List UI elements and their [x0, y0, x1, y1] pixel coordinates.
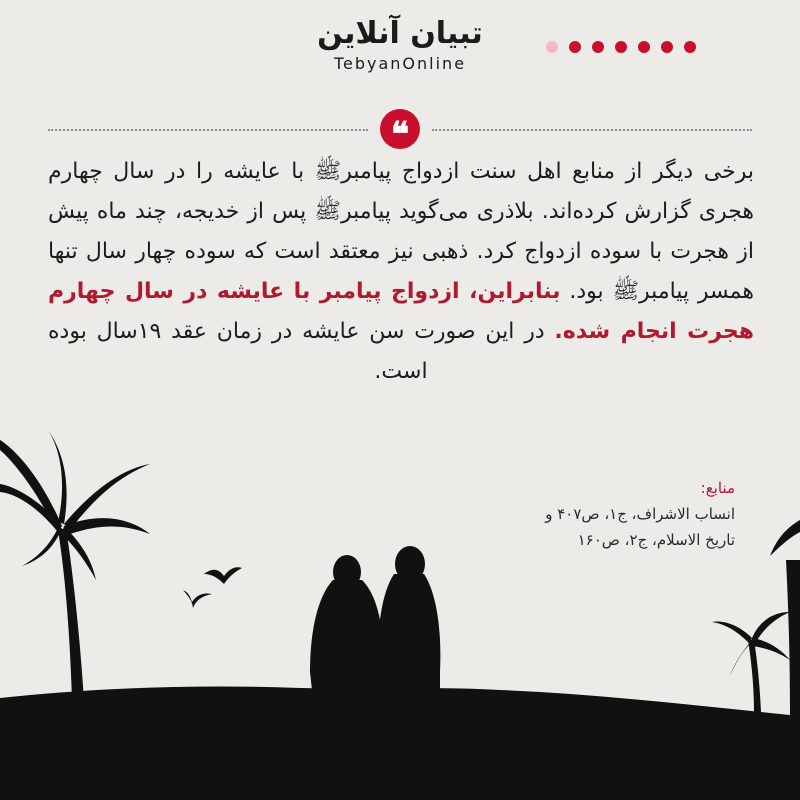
decor-dots	[546, 41, 696, 53]
dot-icon	[684, 41, 696, 53]
dot-icon	[615, 41, 627, 53]
dotted-divider-right	[432, 129, 752, 131]
main-paragraph	[48, 152, 754, 392]
dot-light-icon	[546, 41, 558, 53]
sources-block	[450, 475, 735, 553]
brand-name-en: TebyanOnline	[333, 54, 467, 73]
palm-tree-right-large-icon	[770, 520, 800, 716]
paragraph-conclusion: در این صورت سن عایشه در زمان عقد ۱۹سال بوده است.	[48, 319, 555, 384]
dot-icon	[592, 41, 604, 53]
dot-icon	[638, 41, 650, 53]
dot-icon	[661, 41, 673, 53]
figure-right-silhouette	[378, 546, 441, 694]
paragraph-highlight: بنابراین، ازدواج پیامبر با عایشه در سال چهارم هجرت انجام شده.	[48, 279, 754, 344]
figure-left-silhouette	[310, 555, 384, 690]
palm-tree-left-icon	[0, 430, 150, 700]
dotted-divider-left	[48, 129, 368, 131]
sources-title: منابع:	[700, 479, 735, 497]
bird-icon	[183, 590, 212, 608]
brand-name-fa: تبیان آنلاین	[317, 16, 483, 51]
paragraph-intro: برخی دیگر از منابع اهل سنت ازدواج پیامبرﷺ با عایشه را در سال چهارم هجری گزارش کرده‌اند. بلاذری می‌گوید پیامبرﷺ پس از خدیجه، چند ماه پیش از هجرت با سوده ازدواج کرد. ذهبی نیز معتقد است که سوده چهار سال تنها همسر پیامبرﷺ بود.	[48, 159, 754, 304]
ground-silhouette	[0, 686, 800, 800]
source-item: تاریخ الاسلام، ج۲، ص۱۶۰	[577, 531, 735, 549]
source-item: انساب الاشراف، ج۱، ص۴۰۷ و	[545, 505, 735, 523]
palm-tree-right-small-icon	[712, 612, 790, 712]
dot-icon	[569, 41, 581, 53]
quote-icon: ❝	[380, 109, 420, 149]
bird-icon	[204, 567, 242, 584]
